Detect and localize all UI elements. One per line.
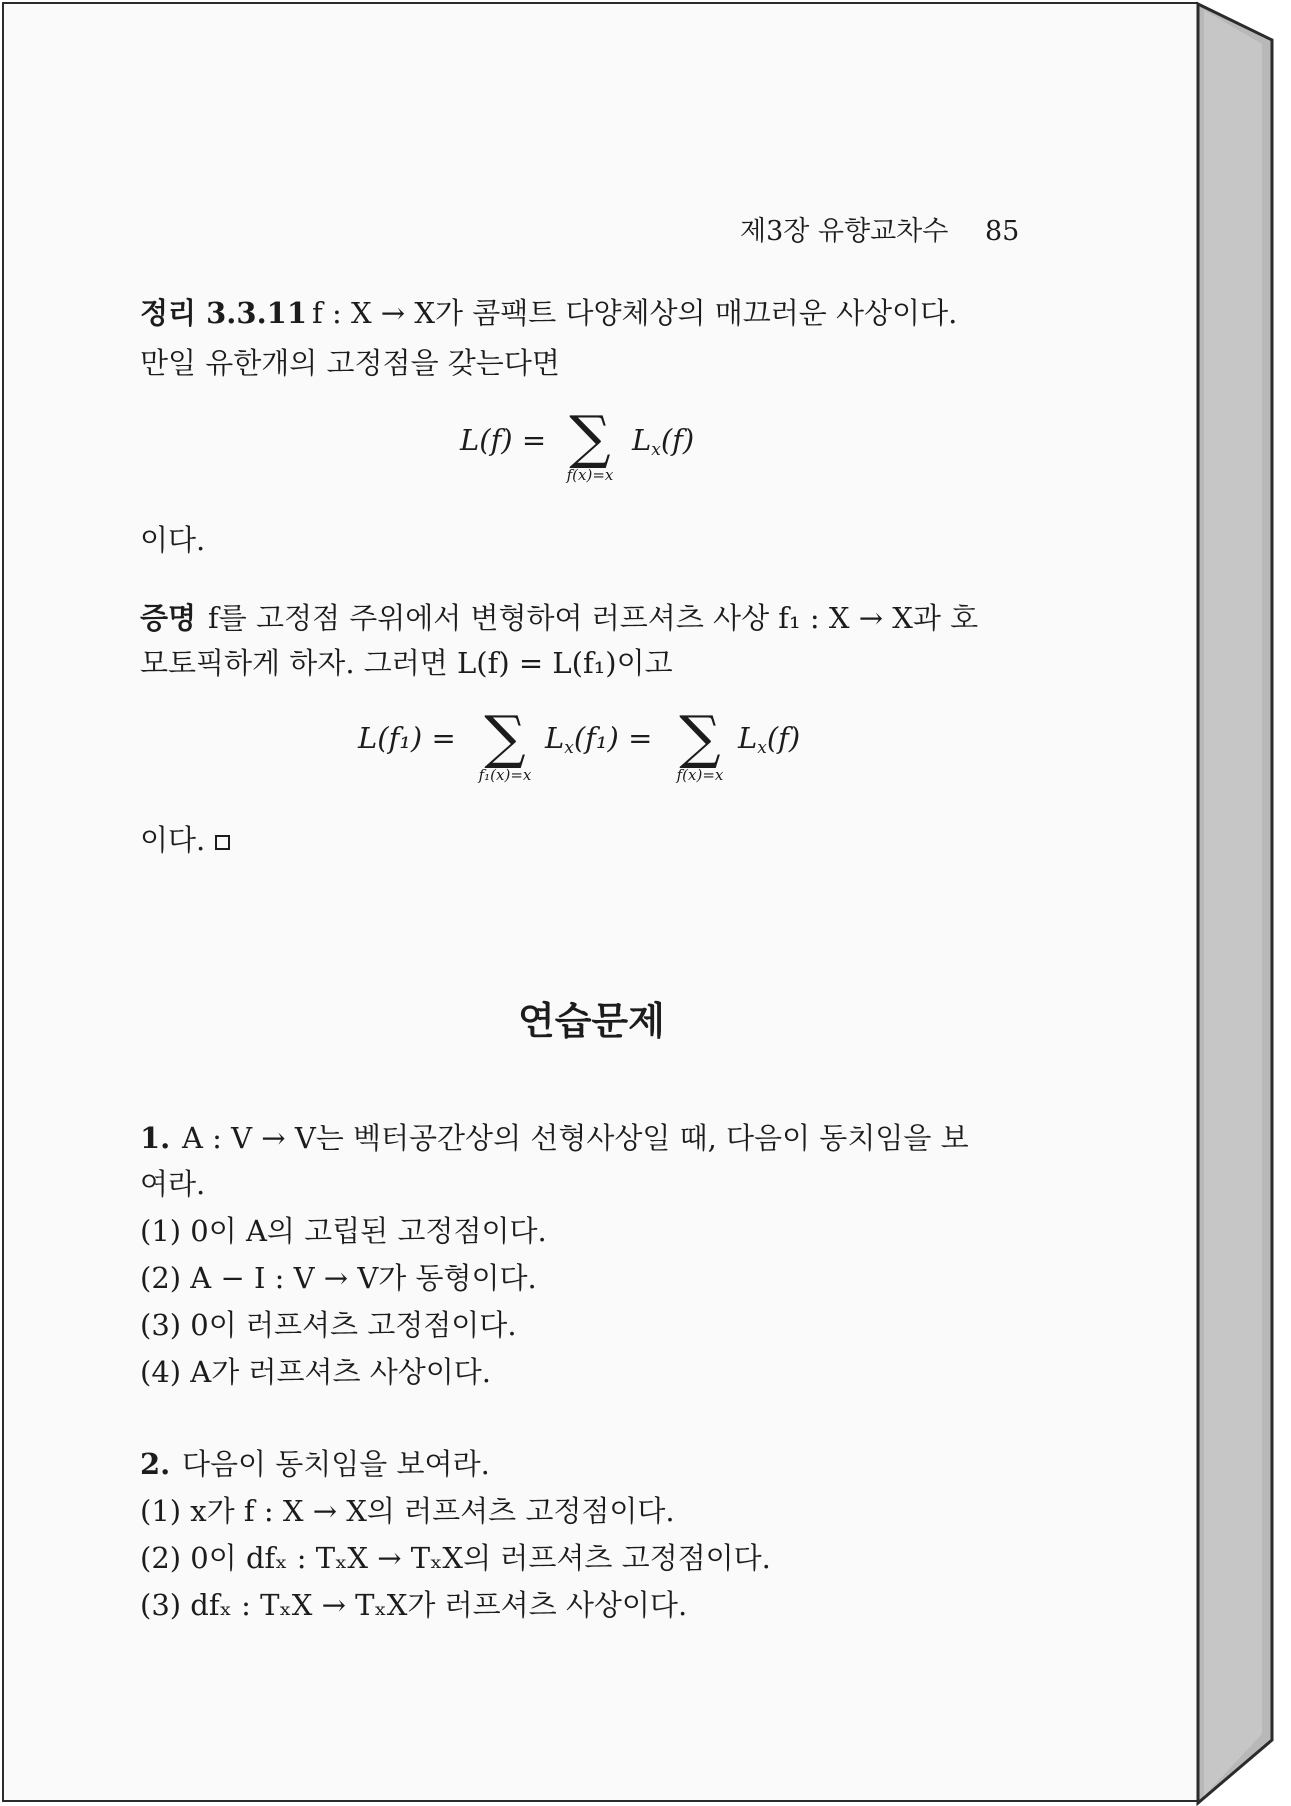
proof-formula-lhs: L(f₁) = [358,721,456,755]
theorem-sum [545,403,635,484]
running-head: 제3장 유향교차수 [740,216,949,247]
theorem-formula-rhs: Lx(f) [632,423,695,460]
summation-symbol: ∑ [484,703,526,771]
proof-formula-mid: Lx(f₁) = [545,721,653,758]
theorem-closing: 이다. [140,523,206,557]
proof-label: 증명 [140,601,197,635]
qed-symbol [215,835,230,850]
proof-sum-2 [650,703,750,784]
exercise-2-number: 2. [140,1447,171,1481]
exercise-1-number: 1. [140,1121,171,1155]
proof-line1: f를 고정점 주위에서 변형하여 러프셔츠 사상 f₁ : X → X과 호 [208,601,979,635]
exercise-1-part-2: (2) A − I : V → V가 동형이다. [140,1261,537,1295]
exercises-heading: 연습문제 [518,998,665,1043]
theorem-formula-lhs: L(f) = [460,423,547,457]
exercise-2-part-1: (1) x가 f : X → X의 러프셔츠 고정점이다. [140,1494,675,1528]
exercise-1-part-1: (1) 0이 A의 고립된 고정점이다. [140,1214,547,1248]
proof-formula-rhs: Lx(f) [738,721,801,758]
theorem-label: 정리 3.3.11 [140,296,308,330]
exercise-1-text-line2: 여라. [140,1167,206,1201]
page-number: 85 [985,216,1020,247]
theorem-statement-line2: 만일 유한개의 고정점을 갖는다면 [140,346,560,380]
proof-sum-index-2: f(x)=x [676,766,724,784]
summation-symbol: ∑ [679,703,721,771]
proof-sum-1 [455,703,555,784]
proof-line2: 모토픽하게 하자. 그러면 L(f) = L(f₁)이고 [140,646,673,680]
exercise-2-part-3: (3) dfₓ : TₓX → TₓX가 러프셔츠 사상이다. [140,1588,688,1622]
exercise-1-text-line1: A : V → V는 벡터공간상의 선형사상일 때, 다음이 동치임을 보 [182,1121,969,1155]
summation-symbol: ∑ [569,403,611,471]
exercise-1-part-4: (4) A가 러프셔츠 사상이다. [140,1355,492,1389]
exercise-1-part-3: (3) 0이 러프셔츠 고정점이다. [140,1308,517,1342]
proof-sum-index-1: f₁(x)=x [478,766,532,784]
theorem-sum-index: f(x)=x [566,466,614,484]
exercise-2-text-line1: 다음이 동치임을 보여라. [182,1447,490,1481]
proof-closing: 이다. [140,822,230,858]
exercise-2-part-2: (2) 0이 dfₓ : TₓX → TₓX의 러프셔츠 고정점이다. [140,1541,771,1575]
theorem-statement-line1: f : X → X가 콤팩트 다양체상의 매끄러운 사상이다. [312,296,958,330]
